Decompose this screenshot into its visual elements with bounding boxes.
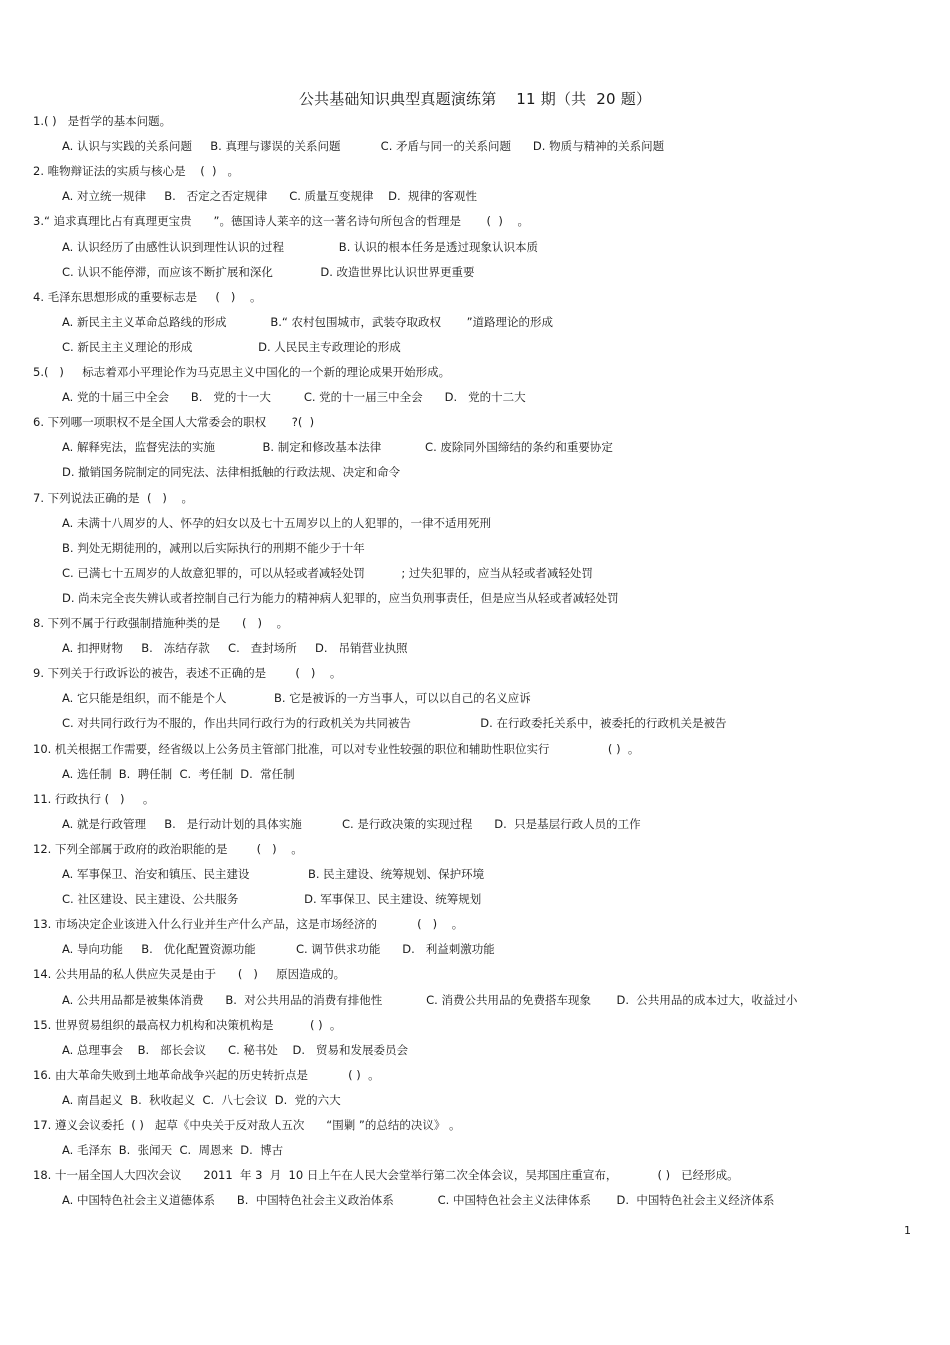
option-line: A. 中国特色社会主义道德体系 B. 中国特色社会主义政治体系 C. 中国特色社会主义法律体系 D. 中国特色社会主义经济体系 <box>62 1193 775 1208</box>
option-line: A. 它只能是组织，而不能是个人 B. 它是被诉的一方当事人，可以以自己的名义应诉 <box>62 691 531 706</box>
question-line: 9. 下列关于行政诉讼的被告，表述不正确的是 ( ) 。 <box>33 666 342 681</box>
option-line: D. 尚未完全丧失辨认或者控制自己行为能力的精神病人犯罪的，应当负刑事责任，但是应当从轻或者减轻处罚 <box>62 590 619 605</box>
page-number: 1 <box>904 1224 911 1237</box>
option-line: C. 社区建设、民主建设、公共服务 D. 军事保卫、民主建设、统筹规划 <box>62 892 482 907</box>
option-line: A. 新民主主义革命总路线的形成 B.“ 农村包围城市，武装夺取政权 ”道路理论的形成 <box>62 314 554 329</box>
option-line: B. 判处无期徒刑的，减刑以后实际执行的刑期不能少于十年 <box>62 540 365 555</box>
question-line: 7. 下列说法正确的是 ( ) 。 <box>33 490 193 505</box>
page-title: 公共基础知识典型真题演练第 11 期（共 20 题） <box>298 90 652 108</box>
question-line: 4. 毛泽东思想形成的重要标志是 ( ) 。 <box>33 289 262 304</box>
option-line: A. 解释宪法，监督宪法的实施 B. 制定和修改基本法律 C. 废除同外国缔结的条约和重要协定 <box>62 440 613 455</box>
option-line: D. 撤销国务院制定的同宪法、法律相抵触的行政法规、决定和命令 <box>62 465 401 480</box>
option-line: A. 对立统一规律 B. 否定之否定规律 C. 质量互变规律 D. 规律的客观性 <box>62 189 477 204</box>
question-line: 16. 由大革命失败到土地革命战争兴起的历史转折点是 ( ) 。 <box>33 1067 380 1082</box>
option-line: A. 选任制 B. 聘任制 C. 考任制 D. 常任制 <box>62 766 295 781</box>
option-line: A. 总理事会 B. 部长会议 C. 秘书处 D. 贸易和发展委员会 <box>62 1042 408 1057</box>
option-line: A. 党的十届三中全会 B. 党的十一大 C. 党的十一届三中全会 D. 党的十二大 <box>62 390 526 405</box>
option-line: A. 南昌起义 B. 秋收起义 C. 八七会议 D. 党的六大 <box>62 1092 341 1107</box>
question-line: 6. 下列哪一项职权不是全国人大常委会的职权 ?( ) <box>33 415 315 430</box>
question-line: 14. 公共用品的私人供应失灵是由于 ( ) 原因造成的。 <box>33 967 346 982</box>
question-line: 10. 机关根据工作需要，经省级以上公务员主管部门批准，可以对专业性较强的职位和辅助性职位实行 ( ) 。 <box>33 741 640 756</box>
question-line: 1.( ) 是哲学的基本问题。 <box>33 114 172 128</box>
question-line: 8. 下列不属于行政强制措施种类的是 ( ) 。 <box>33 616 289 630</box>
option-line: A. 认识经历了由感性认识到理性认识的过程 B. 认识的根本任务是透过现象认识本质 <box>62 239 539 254</box>
option-line: A. 军事保卫、治安和镇压、民主建设 B. 民主建设、统筹规划、保护环境 <box>62 867 485 881</box>
option-line: C. 已满七十五周岁的人故意犯罪的，可以从轻或者减轻处罚 ; 过失犯罪的，应当从轻或者减轻处罚 <box>62 565 593 580</box>
option-line: A. 导向功能 B. 优化配置资源功能 C. 调节供求功能 D. 利益刺激功能 <box>62 942 495 957</box>
option-line: A. 就是行政管理 B. 是行动计划的具体实施 C. 是行政决策的实现过程 D. 只是基层行政人员的工作 <box>62 816 641 831</box>
question-line: 13. 市场决定企业该进入什么行业并生产什么产品，这是市场经济的 ( ) 。 <box>33 917 464 932</box>
question-line: 11. 行政执行 ( ) 。 <box>33 791 155 806</box>
question-line: 3.“ 追求真理比占有真理更宝贵 ”。德国诗人莱辛的这一著名诗句所包含的哲理是 ( ) 。 <box>33 214 529 229</box>
option-line: A. 扣押财物 B. 冻结存款 C. 查封场所 D. 吊销营业执照 <box>62 641 408 656</box>
option-line: A. 认识与实践的关系问题 B. 真理与谬误的关系问题 C. 矛盾与同一的关系问题 D. 物质与精神的关系问题 <box>62 139 665 154</box>
option-line: C. 对共同行政行为不服的，作出共同行政行为的行政机关为共同被告 D. 在行政委托关系中，被委托的行政机关是被告 <box>62 716 727 731</box>
question-line: 12. 下列全部属于政府的政治职能的是 ( ) 。 <box>33 841 303 856</box>
option-line: C. 新民主主义理论的形成 D. 人民民主专政理论的形成 <box>62 339 401 354</box>
option-line: A. 毛泽东 B. 张闻天 C. 周恩来 D. 博古 <box>62 1143 284 1158</box>
option-line: A. 公共用品都是被集体消费 B. 对公共用品的消费有排他性 C. 消费公共用品的免费搭车现象 D. 公共用品的成本过大，收益过小 <box>62 992 798 1007</box>
question-line: 5.( ) 标志着邓小平理论作为马克思主义中国化的一个新的理论成果开始形成。 <box>33 365 451 379</box>
question-line: 2. 唯物辩证法的实质与核心是 ( ) 。 <box>33 164 239 179</box>
option-line: A. 未满十八周岁的人、怀孕的妇女以及七十五周岁以上的人犯罪的，一律不适用死刑 <box>62 515 491 530</box>
question-line: 18. 十一届全国人大四次会议 2011 年 3 月 10 日上午在人民大会堂举行第二次全体会议，吴邦国庄重宣布， ( ) 已经形成。 <box>33 1168 739 1183</box>
option-line: C. 认识不能停滞，而应该不断扩展和深化 D. 改造世界比认识世界更重要 <box>62 264 475 279</box>
question-line: 17. 遵义会议委托 ( ) 起草《中央关于反对敌人五次 “围剿 ”的总结的决议》 。 <box>33 1118 461 1132</box>
question-line: 15. 世界贸易组织的最高权力机构和决策机构是 ( ) 。 <box>33 1017 342 1032</box>
